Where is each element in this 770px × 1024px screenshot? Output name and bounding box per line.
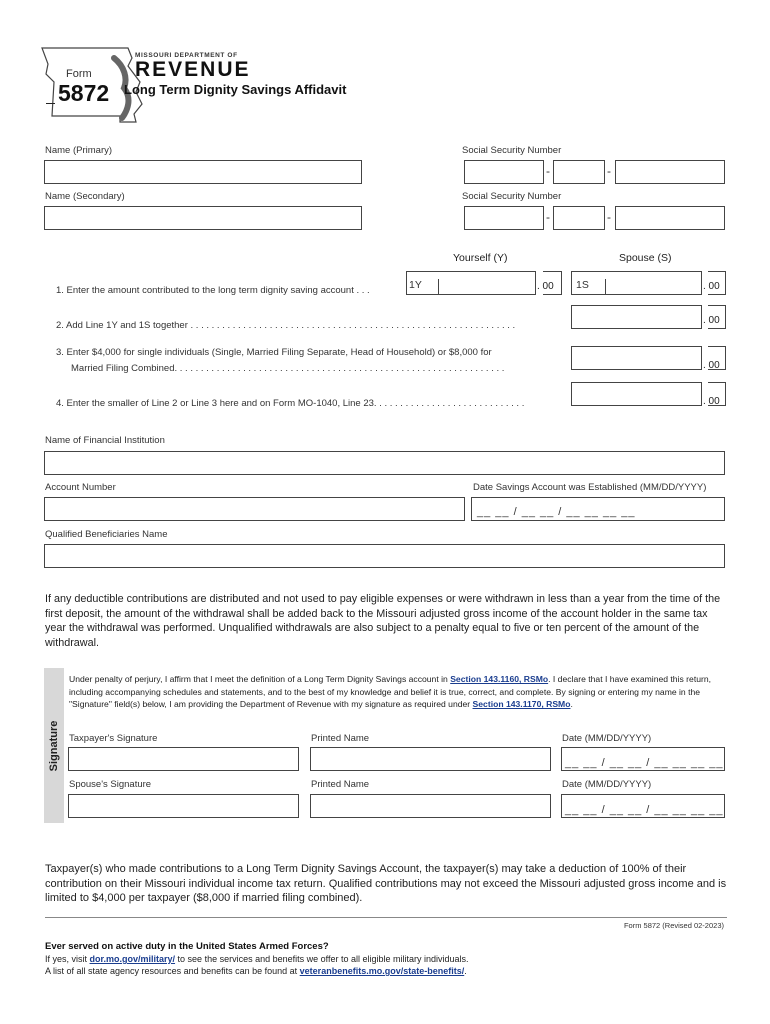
form-label: Form <box>66 68 92 80</box>
agency-top: MISSOURI DEPARTMENT OF <box>135 52 238 59</box>
ssn-secondary-part2[interactable] <box>553 206 605 230</box>
signature-band <box>44 668 64 823</box>
page-title: Long Term Dignity Savings Affidavit <box>124 82 347 97</box>
name-primary-label: Name (Primary) <box>45 145 113 156</box>
line-1y-tag: 1Y <box>409 279 439 294</box>
military-heading: Ever served on active duty in the United States Armed Forces? <box>45 941 329 952</box>
printed-name-label-1: Printed Name <box>311 733 370 744</box>
spouse-signature-label: Spouse's Signature <box>69 779 152 790</box>
form-number-dash <box>46 103 55 104</box>
agency-logo: REVENUE <box>135 58 251 81</box>
ssn-dash: - <box>607 210 611 224</box>
dor-military-link[interactable]: dor.mo.gov/military/ <box>89 954 176 964</box>
perjury-statement <box>69 673 721 711</box>
account-number-input[interactable] <box>44 497 465 521</box>
ssn-label-secondary: Social Security Number <box>462 191 562 202</box>
printed-name-input-2[interactable] <box>310 794 551 818</box>
date-label-2: Date (MM/DD/YYYY) <box>562 779 652 790</box>
ssn-primary-part3[interactable] <box>615 160 725 184</box>
military-line-2 <box>45 965 467 978</box>
deduction-note: Taxpayer(s) who made contributions to a Long Term Dignity Savings Account, the taxpayer(s) may take a deduction of 100% of their contribution on their Missouri individual income tax return. Qualified contributions may not exceed the Missouri adjusted gross income and is limited to $4,000 per taxpayer ($8,000 if married filing combined). <box>45 863 727 904</box>
line-2-cents: . 00 <box>703 315 720 326</box>
cents-box <box>708 346 726 370</box>
line-3-input[interactable] <box>571 346 702 370</box>
taxpayer-signature-input[interactable] <box>68 747 299 771</box>
institution-input[interactable] <box>44 451 725 475</box>
military-line-2-post: . <box>464 966 467 976</box>
military-line-1-post: to see the services and benefits we offer to all eligible military individuals. <box>175 954 469 964</box>
date-placeholder-1: __ __ / __ __ / __ __ __ __ <box>565 757 724 769</box>
cents-box <box>543 271 562 295</box>
beneficiaries-label: Qualified Beneficiaries Name <box>45 529 168 540</box>
section-143-1170-link[interactable]: Section 143.1170, RSMo <box>472 699 571 710</box>
perjury-text-1: Under penalty of perjury, I affirm that I meet the definition of a Long Term Dignity Savings account in <box>69 674 451 684</box>
line-1s-cents: . 00 <box>703 281 720 292</box>
perjury-text-3: . <box>570 699 573 710</box>
cents-box <box>708 271 726 295</box>
ssn-dash: - <box>546 164 550 178</box>
ssn-label-primary: Social Security Number <box>462 145 562 156</box>
revision-label: Form 5872 (Revised 02-2023) <box>623 921 724 930</box>
spouse-signature-input[interactable] <box>68 794 299 818</box>
date-established-label: Date Savings Account was Established (MM/DD/YYYY) <box>473 482 707 493</box>
line-4-cents: . 00 <box>703 396 720 407</box>
footer-rule <box>45 917 727 918</box>
form-number: 5872 <box>58 80 110 106</box>
printed-name-label-2: Printed Name <box>311 779 370 790</box>
ssn-secondary-part1[interactable] <box>464 206 544 230</box>
line-2-input[interactable] <box>571 305 702 329</box>
name-primary-input[interactable] <box>44 160 362 184</box>
institution-label: Name of Financial Institution <box>45 435 165 446</box>
line-4-text: 4. Enter the smaller of Line 2 or Line 3 here and on Form MO-1040, Line 23. . . . . . . . . . . . . . . . . . . . . . . . . . . . . <box>56 398 525 409</box>
signature-band-label: Signature <box>48 720 60 771</box>
veteran-benefits-link[interactable]: veteranbenefits.mo.gov/state-benefits/ <box>299 966 465 976</box>
military-line-1-pre: If yes, visit <box>45 954 90 964</box>
printed-name-input-1[interactable] <box>310 747 551 771</box>
ssn-primary-part2[interactable] <box>553 160 605 184</box>
withdrawal-notice: If any deductible contributions are distributed and not used to pay eligible expenses or were withdrawn in less than a year from the time of the first deposit, the amount of the withdrawal shall be added back to the Missouri adjusted gross income of the account holder in the same tax year the withdrawal was performed. Unqualified withdrawals are also subject to a penalty equal to five or ten percent of the amount of the withdrawal. <box>45 593 721 649</box>
taxpayer-signature-label: Taxpayer's Signature <box>69 733 158 744</box>
ssn-secondary-part3[interactable] <box>615 206 725 230</box>
line-3-text-continued: Married Filing Combined. . . . . . . . . . . . . . . . . . . . . . . . . . . . . . . . . . . . . . . . . . . . . . . . . . . . . . . . . . . . . . . <box>71 363 505 374</box>
line-2-text: 2. Add Line 1Y and 1S together . . . . . . . . . . . . . . . . . . . . . . . . . . . . . . . . . . . . . . . . . . . . . . . . . . . . . . . . . . . . . . <box>56 320 516 331</box>
name-secondary-input[interactable] <box>44 206 362 230</box>
cents-box <box>708 305 726 329</box>
section-143-1160-link[interactable]: Section 143.1160, RSMo <box>450 674 549 684</box>
name-secondary-label: Name (Secondary) <box>45 191 125 202</box>
line-4-input[interactable] <box>571 382 702 406</box>
cents-box <box>708 382 726 406</box>
column-yourself: Yourself (Y) <box>453 252 508 264</box>
military-line-1 <box>45 953 469 966</box>
line-3-text: 3. Enter $4,000 for single individuals (Single, Married Filing Separate, Head of Household) or $8,000 for <box>56 347 492 358</box>
account-number-label: Account Number <box>45 482 116 493</box>
ssn-primary-part1[interactable] <box>464 160 544 184</box>
line-1y-cents: . 00 <box>537 281 554 292</box>
date-established-placeholder: __ __ / __ __ / __ __ __ __ <box>477 506 636 518</box>
line-1-text: 1. Enter the amount contributed to the long term dignity saving account . . . <box>56 285 370 296</box>
line-3-cents: . 00 <box>703 360 720 371</box>
beneficiaries-input[interactable] <box>44 544 725 568</box>
line-1s-tag: 1S <box>576 279 606 294</box>
column-spouse: Spouse (S) <box>619 252 672 264</box>
ssn-dash: - <box>607 164 611 178</box>
perjury-text-2: . I declare that I have examined this return, including accompanying schedules and statements, and to the best of my knowledge and belief it is true, correct, and complete. By signing or entering my name in the "Signature" field(s) below, I am providing the Department of Revenue with my signature as required under <box>69 674 712 710</box>
date-label-1: Date (MM/DD/YYYY) <box>562 733 652 744</box>
military-line-2-pre: A list of all state agency resources and benefits can be found at <box>45 966 300 976</box>
ssn-dash: - <box>546 210 550 224</box>
date-placeholder-2: __ __ / __ __ / __ __ __ __ <box>565 804 724 816</box>
